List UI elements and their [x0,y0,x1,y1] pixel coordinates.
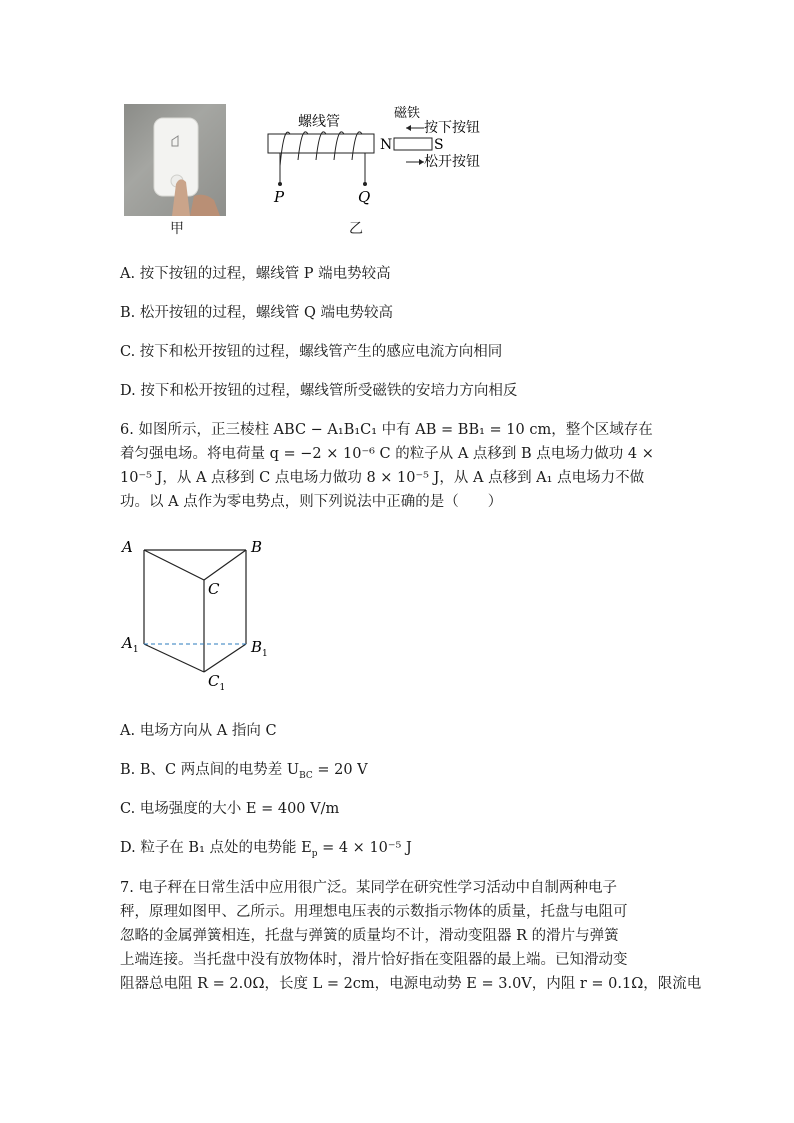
terminal-q-label: Q [358,188,371,206]
q5-option-a: A. 按下按钮的过程，螺线管 P 端电势较高 [120,266,391,282]
vertex-a: A [122,538,133,556]
solenoid-label: 螺线管 [298,114,340,130]
solenoid-diagram [260,104,510,234]
vertex-b: B [251,538,263,556]
q7-stem-line1: 7. 电子秤在日常生活中应用很广泛。某同学在研究性学习活动中自制两种电子 [120,880,617,896]
q7-stem-line4: 上端连接。当托盘中没有放物体时，滑片恰好指在变阻器的最上端。已知滑动变 [120,952,628,968]
q6-option-b [120,759,368,781]
q6-option-d-text: D. 粒子在 B₁ 点处的电势能 E [120,840,312,856]
prism-figure [118,532,278,697]
magnet [394,138,432,150]
q7-stem-line2: 秤，原理如图甲、乙所示。用理想电压表的示数指示物体的质量，托盘与电阻可 [120,904,628,920]
magnet-label: 磁铁 [394,106,421,121]
q6-option-b-sub: BC [299,770,313,781]
q6-stem-line1: 6. 如图所示，正三棱柱 ABC − A₁B₁C₁ 中有 AB = BB₁ = 10 cm，整个区域存在 [120,422,653,438]
pole-s-label: S [434,137,444,153]
q5-option-d: D. 按下和松开按钮的过程，螺线管所受磁铁的安培力方向相反 [120,383,518,399]
release-label: 松开按钮 [424,154,480,170]
vertex-b1: $B_1$ [251,638,268,659]
press-label: 按下按钮 [424,120,480,136]
q6-option-b-tail: = 20 V [312,762,368,778]
photo-doorbell [124,104,226,216]
pole-n-label: N [380,137,393,153]
q5-option-b: B. 松开按钮的过程，螺线管 Q 端电势较高 [120,305,393,321]
q6-option-a: A. 电场方向从 A 指向 C [120,723,277,739]
photo-caption: 甲 [170,221,184,237]
vertex-c: C [208,580,220,598]
q6-option-d [120,837,412,859]
q7-stem-line3: 忽略的金属弹簧相连，托盘与弹簧的质量均不计，滑动变阻器 R 的滑片与弹簧 [120,928,619,944]
q6-option-c: C. 电场强度的大小 E = 400 V/m [120,801,340,817]
doorbell-illustration [124,104,226,216]
q6-option-d-tail: = 4 × 10⁻⁵ J [317,840,412,856]
vertex-c1: $C_1$ [208,672,226,693]
q6-option-b-text: B. B、C 两点间的电势差 U [120,762,300,778]
q6-option-d-sub: p [311,848,318,859]
q6-stem-line4: 功。以 A 点作为零电势点，则下列说法中正确的是（ ） [120,494,503,510]
solenoid-body [268,134,374,153]
q7-stem-line5: 阻器总电阻 R = 2.0Ω，长度 L = 2cm，电源电动势 E = 3.0V，内阻 r = 0.1Ω，限流电 [120,976,702,992]
vertex-a1: $A_1$ [122,634,139,655]
q5-option-c: C. 按下和松开按钮的过程，螺线管产生的感应电流方向相同 [120,344,503,360]
terminal-p-label: P [274,188,285,206]
q6-stem-line2: 着匀强电场。将电荷量 q = −2 × 10⁻⁶ C 的粒子从 A 点移到 B 点电场力做功 4 × [120,446,654,462]
q6-stem-line3: 10⁻⁵ J，从 A 点移到 C 点电场力做功 8 × 10⁻⁵ J，从 A 点移到 A₁ 点电场力不做 [120,470,645,486]
diagram-caption: 乙 [349,221,363,237]
